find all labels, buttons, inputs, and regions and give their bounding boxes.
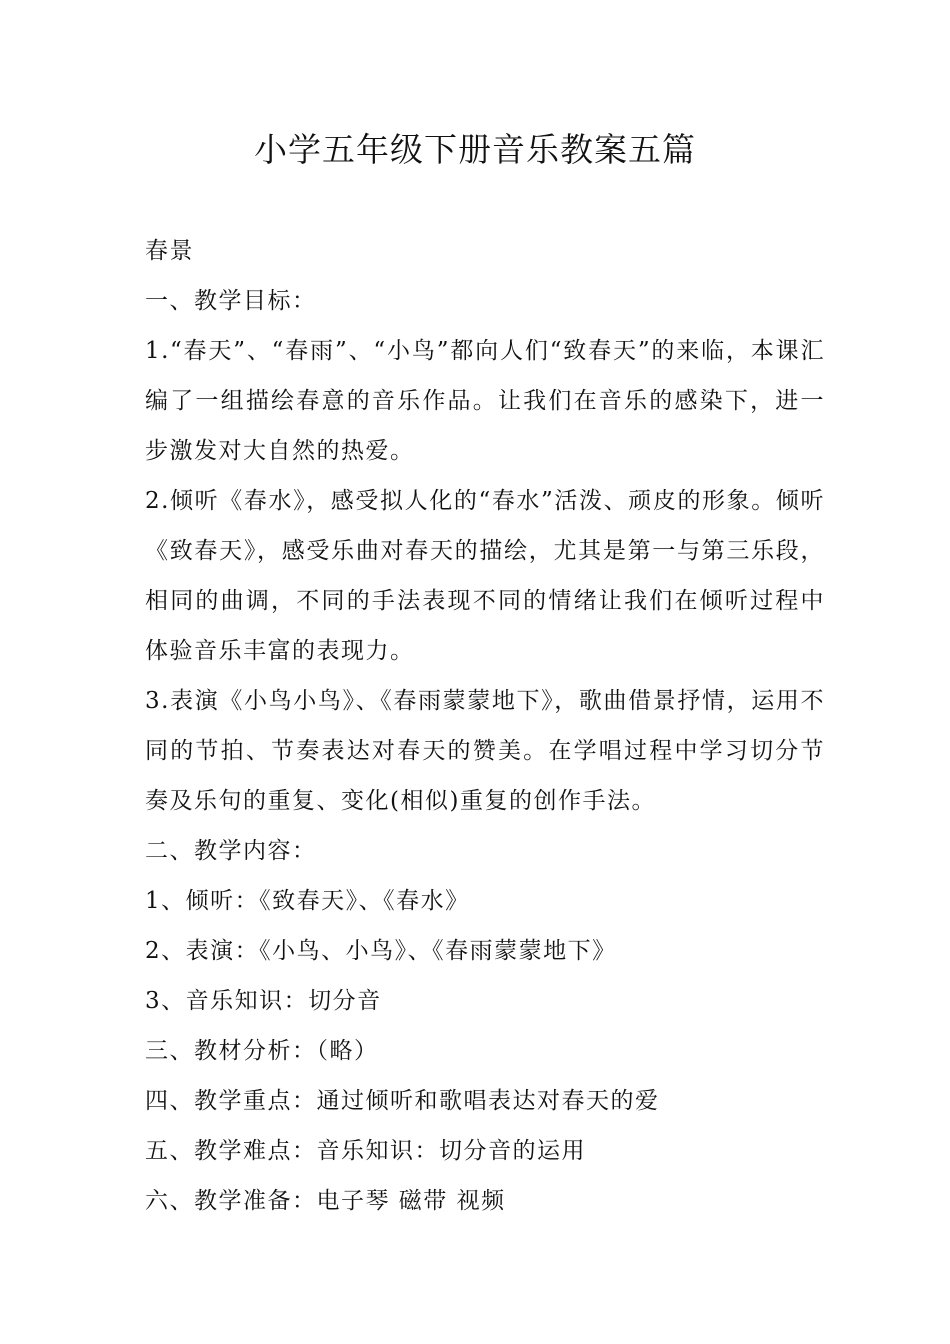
heading-teaching-content: 二、教学内容： bbox=[145, 838, 317, 864]
heading-difficulties: 五、教学难点：音乐知识：切分音的运用 bbox=[145, 1138, 586, 1164]
heading-preparation: 六、教学准备：电子琴 磁带 视频 bbox=[145, 1188, 506, 1214]
goal-paragraph-3: 3.表演《小鸟小鸟》、《春雨蒙蒙地下》，歌曲借景抒情，运用不同的节拍、节奏表达对春天的赞美。在学唱过程中学习切分节奏及乐句的重复、变化(相似)重复的创作手法。 bbox=[145, 688, 825, 814]
section-heading-spring: 春景 bbox=[145, 238, 194, 264]
heading-material-analysis: 三、教材分析：（略） bbox=[145, 1038, 379, 1064]
content-item-1: 1、倾听：《致春天》、《春水》 bbox=[145, 888, 470, 914]
heading-key-points: 四、教学重点：通过倾听和歌唱表达对春天的爱 bbox=[145, 1088, 660, 1114]
goal-paragraph-2: 2.倾听《春水》，感受拟人化的“春水”活泼、顽皮的形象。倾听《致春天》，感受乐曲对春天的描绘，尤其是第一与第三乐段，相同的曲调，不同的手法表现不同的情绪让我们在倾听过程中体验音乐丰富的表现力。 bbox=[145, 488, 825, 664]
heading-teaching-goals: 一、教学目标： bbox=[145, 288, 317, 314]
document-body bbox=[145, 226, 825, 1226]
content-item-2: 2、表演：《小鸟、小鸟》、《春雨蒙蒙地下》 bbox=[145, 938, 617, 964]
content-item-3: 3、音乐知识：切分音 bbox=[145, 988, 382, 1014]
goal-paragraph-1: 1.“春天”、“春雨”、“小鸟”都向人们“致春天”的来临，本课汇编了一组描绘春意的音乐作品。让我们在音乐的感染下，进一步激发对大自然的热爱。 bbox=[145, 338, 825, 464]
document-title: 小学五年级下册音乐教案五篇 bbox=[254, 130, 696, 169]
